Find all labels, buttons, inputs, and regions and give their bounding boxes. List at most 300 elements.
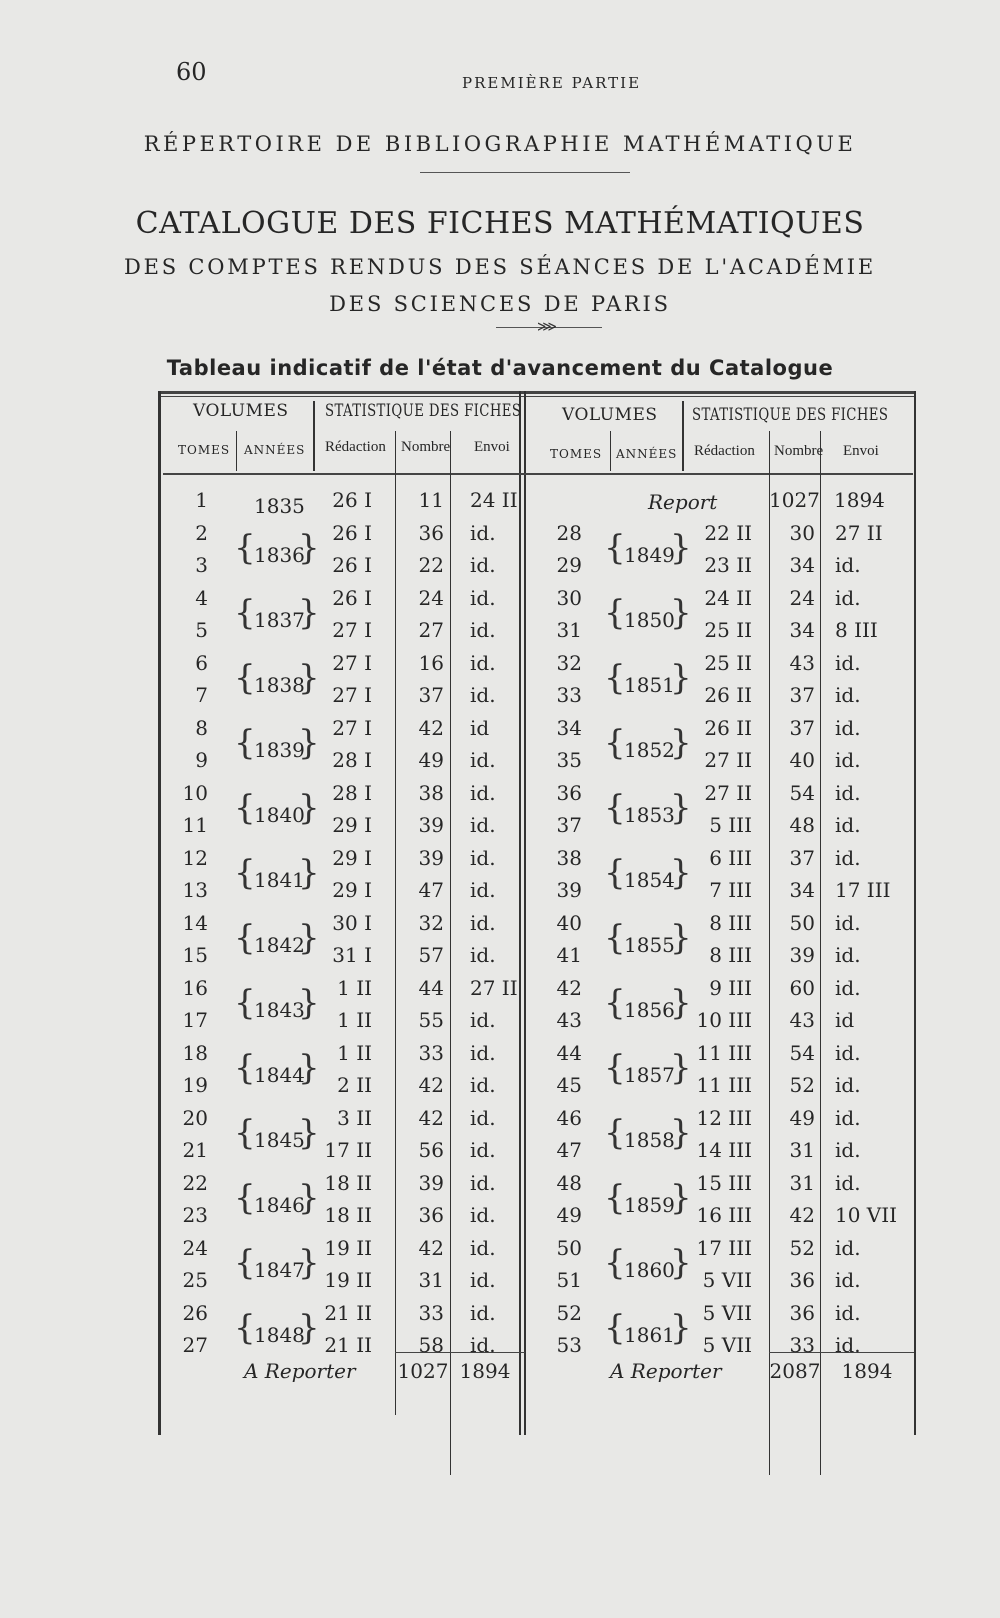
brace-right-icon: }	[670, 852, 692, 893]
header-annees-right: ANNÉES	[616, 447, 678, 461]
tome-cell: 27	[182, 1333, 208, 1357]
redaction-cell: 14 III	[696, 1138, 752, 1162]
envoi-cell: id.	[470, 1105, 496, 1130]
envoi-cell: id.	[470, 1073, 496, 1097]
tome-cell: 30	[556, 585, 582, 610]
header-volumes-left: VOLUMES	[193, 401, 289, 421]
tome-cell: 1	[195, 488, 208, 512]
redaction-cell: 26 I	[332, 553, 372, 577]
footer-label-left: A Reporter	[244, 1359, 356, 1383]
brace-right-icon: }	[298, 657, 320, 698]
brace-left-icon: {	[234, 1112, 256, 1153]
envoi-cell: id.	[470, 1040, 496, 1065]
redaction-cell: 28 I	[332, 748, 372, 772]
redaction-cell: 26 I	[332, 520, 372, 545]
tome-cell: 24	[182, 1235, 208, 1260]
envoi-cell: id.	[470, 878, 496, 902]
nombre-cell: 34	[789, 878, 815, 902]
nombre-cell: 42	[418, 1105, 444, 1130]
year-cell: 1848	[254, 1323, 305, 1347]
redaction-cell: 5 VII	[702, 1333, 752, 1357]
tome-cell: 29	[556, 553, 582, 577]
tome-cell: 20	[182, 1105, 208, 1130]
brace-right-icon: }	[670, 1177, 692, 1218]
tome-cell: 32	[556, 650, 582, 675]
brace-left-icon: {	[234, 722, 256, 763]
brace-right-icon: }	[670, 1047, 692, 1088]
nombre-cell: 43	[789, 1008, 815, 1032]
footer-envoi-right: 1894	[841, 1359, 893, 1383]
nombre-cell: 32	[418, 910, 444, 935]
page-number: 60	[176, 58, 207, 86]
nombre-cell: 56	[418, 1138, 444, 1162]
envoi-cell: id.	[835, 1105, 861, 1130]
envoi-cell: id.	[470, 748, 496, 772]
redaction-cell: 28 I	[332, 780, 372, 805]
envoi-cell: id.	[835, 748, 861, 772]
redaction-cell: 29 I	[332, 813, 372, 837]
tome-cell: 5	[195, 618, 208, 642]
tome-cell: 25	[182, 1268, 208, 1292]
brace-right-icon: }	[298, 1307, 320, 1348]
header-tomes-left: TOMES	[178, 443, 231, 457]
year-cell: 1849	[624, 543, 675, 567]
envoi-cell: id.	[470, 650, 496, 675]
redaction-cell: 26 II	[704, 715, 752, 740]
redaction-cell: 15 III	[696, 1170, 752, 1195]
year-cell: 1840	[254, 803, 305, 827]
nombre-cell: 31	[418, 1268, 444, 1292]
envoi-cell: id.	[470, 553, 496, 577]
nombre-cell: 40	[789, 748, 815, 772]
running-head: PREMIÈRE PARTIE	[462, 74, 642, 92]
header-bottom-rule	[163, 473, 913, 475]
envoi-cell: id.	[470, 585, 496, 610]
envoi-cell: id.	[835, 845, 861, 870]
tome-cell: 37	[556, 813, 582, 837]
brace-left-icon: {	[234, 1047, 256, 1088]
redaction-cell: 8 III	[709, 943, 752, 967]
year-cell: 1837	[254, 608, 305, 632]
redaction-cell: 6 III	[709, 845, 752, 870]
header-nombre-right: Nombre	[774, 443, 824, 459]
envoi-cell: 24 II	[470, 488, 518, 512]
statistics-table	[158, 391, 916, 1435]
nombre-cell: 22	[418, 553, 444, 577]
year-cell: 1835	[254, 494, 305, 519]
table-title: Tableau indicatif de l'état d'avancement du Catalogue	[166, 356, 834, 380]
redaction-cell: 12 III	[696, 1105, 752, 1130]
redaction-cell: 29 I	[332, 878, 372, 902]
header-envoi-right: Envoi	[843, 443, 879, 459]
tome-cell: 10	[182, 780, 208, 805]
redaction-cell: 26 II	[704, 683, 752, 707]
nombre-cell: 34	[789, 618, 815, 642]
brace-left-icon: {	[604, 1047, 626, 1088]
envoi-cell: id	[835, 1008, 855, 1032]
redaction-cell: 25 II	[704, 650, 752, 675]
redaction-cell: 1 II	[337, 1008, 372, 1032]
brace-left-icon: {	[234, 592, 256, 633]
nombre-cell: 54	[789, 780, 815, 805]
envoi-cell: id.	[470, 1333, 496, 1357]
redaction-cell: 7 III	[709, 878, 752, 902]
brace-right-icon: }	[298, 722, 320, 763]
envoi-cell: id.	[835, 715, 861, 740]
ornament-icon: ⋙	[537, 319, 557, 335]
header-tomes-right: TOMES	[550, 447, 603, 461]
redaction-cell: 18 II	[324, 1170, 372, 1195]
envoi-cell: id.	[470, 520, 496, 545]
redaction-cell: 8 III	[709, 910, 752, 935]
redaction-cell: 17 III	[696, 1235, 752, 1260]
brace-left-icon: {	[234, 1307, 256, 1348]
envoi-cell: 10 VII	[835, 1203, 898, 1227]
year-cell: 1850	[624, 608, 675, 632]
redaction-cell: 10 III	[696, 1008, 752, 1032]
envoi-cell: 8 III	[835, 618, 878, 642]
nombre-cell: 37	[789, 845, 815, 870]
nombre-cell: 30	[789, 520, 815, 545]
brace-right-icon: }	[670, 917, 692, 958]
tome-cell: 8	[195, 715, 208, 740]
brace-right-icon: }	[670, 527, 692, 568]
tome-cell: 12	[182, 845, 208, 870]
brace-left-icon: {	[604, 1177, 626, 1218]
header-redaction-right: Rédaction	[694, 443, 755, 459]
header-statistique-left: STATISTIQUE DES FICHES	[325, 401, 522, 421]
table-center-divider-2	[524, 391, 526, 1435]
tome-cell: 43	[556, 1008, 582, 1032]
divider-volumes-stat-right	[682, 401, 684, 471]
brace-left-icon: {	[604, 527, 626, 568]
table-top-border-inner	[158, 396, 916, 397]
report-envoi-right: 1894	[834, 488, 885, 512]
envoi-cell: id.	[835, 1333, 861, 1357]
envoi-cell: id.	[835, 910, 861, 935]
year-cell: 1851	[624, 673, 675, 697]
envoi-cell: id.	[835, 975, 861, 1000]
header-nombre-left: Nombre	[401, 439, 451, 455]
envoi-cell: id.	[470, 1203, 496, 1227]
nombre-cell: 37	[789, 715, 815, 740]
tome-cell: 44	[556, 1040, 582, 1065]
nombre-cell: 24	[789, 585, 815, 610]
tome-cell: 45	[556, 1073, 582, 1097]
tome-cell: 18	[182, 1040, 208, 1065]
tome-cell: 39	[556, 878, 582, 902]
envoi-cell: id.	[470, 813, 496, 837]
envoi-cell: id.	[470, 1008, 496, 1032]
year-cell: 1839	[254, 738, 305, 762]
envoi-cell: id.	[470, 1268, 496, 1292]
redaction-cell: 22 II	[704, 520, 752, 545]
brace-right-icon: }	[298, 527, 320, 568]
brace-left-icon: {	[234, 1177, 256, 1218]
brace-left-icon: {	[234, 1242, 256, 1283]
year-cell: 1858	[624, 1128, 675, 1152]
heading-sciences: DES SCIENCES DE PARIS	[329, 292, 671, 316]
table-center-divider	[519, 391, 521, 1435]
tome-cell: 46	[556, 1105, 582, 1130]
redaction-cell: 5 III	[709, 813, 752, 837]
brace-right-icon: }	[670, 1242, 692, 1283]
redaction-cell: 26 I	[332, 488, 372, 512]
brace-right-icon: }	[298, 787, 320, 828]
envoi-cell: id.	[835, 1170, 861, 1195]
tome-cell: 19	[182, 1073, 208, 1097]
nombre-cell: 33	[418, 1300, 444, 1325]
tome-cell: 50	[556, 1235, 582, 1260]
tome-cell: 26	[182, 1300, 208, 1325]
redaction-cell: 19 II	[324, 1268, 372, 1292]
tome-cell: 53	[556, 1333, 582, 1357]
tome-cell: 40	[556, 910, 582, 935]
nombre-cell: 16	[418, 650, 444, 675]
heading-comptes-rendus: DES COMPTES RENDUS DES SÉANCES DE L'ACADÉMIE	[123, 255, 877, 279]
tome-cell: 41	[556, 943, 582, 967]
envoi-cell: id.	[835, 1073, 861, 1097]
nombre-cell: 47	[418, 878, 444, 902]
redaction-cell: 1 II	[337, 1040, 372, 1065]
nombre-cell: 42	[418, 1235, 444, 1260]
year-cell: 1836	[254, 543, 305, 567]
tome-cell: 52	[556, 1300, 582, 1325]
table-top-border	[158, 391, 916, 394]
year-cell: 1844	[254, 1063, 305, 1087]
envoi-cell: id.	[470, 845, 496, 870]
brace-left-icon: {	[604, 1242, 626, 1283]
tome-cell: 13	[182, 878, 208, 902]
brace-right-icon: }	[298, 917, 320, 958]
tome-cell: 48	[556, 1170, 582, 1195]
tome-cell: 9	[195, 748, 208, 772]
redaction-cell: 5 VII	[702, 1300, 752, 1325]
redaction-cell: 23 II	[704, 553, 752, 577]
brace-left-icon: {	[604, 982, 626, 1023]
redaction-cell: 29 I	[332, 845, 372, 870]
redaction-cell: 27 II	[704, 748, 752, 772]
nombre-cell: 33	[418, 1040, 444, 1065]
tome-cell: 7	[195, 683, 208, 707]
header-statistique-right: STATISTIQUE DES FICHES	[692, 405, 889, 425]
envoi-cell: 27 II	[835, 520, 883, 545]
year-cell: 1852	[624, 738, 675, 762]
footer-nombre-left: 1027	[397, 1359, 449, 1383]
nombre-cell: 11	[418, 488, 444, 512]
brace-left-icon: {	[604, 787, 626, 828]
year-cell: 1847	[254, 1258, 305, 1282]
envoi-cell: id.	[470, 618, 496, 642]
nombre-cell: 36	[789, 1268, 815, 1292]
nombre-cell: 37	[418, 683, 444, 707]
redaction-cell: 1 II	[337, 975, 372, 1000]
nombre-cell: 55	[418, 1008, 444, 1032]
redaction-cell: 24 II	[704, 585, 752, 610]
envoi-cell: id.	[835, 780, 861, 805]
nombre-cell: 42	[418, 715, 444, 740]
tome-cell: 28	[556, 520, 582, 545]
nombre-cell: 49	[418, 748, 444, 772]
report-nombre-right: 1027	[769, 488, 820, 512]
tome-cell: 17	[182, 1008, 208, 1032]
brace-right-icon: }	[670, 722, 692, 763]
nombre-cell: 39	[418, 845, 444, 870]
brace-left-icon: {	[604, 917, 626, 958]
brace-left-icon: {	[234, 982, 256, 1023]
redaction-cell: 27 I	[332, 650, 372, 675]
brace-left-icon: {	[234, 917, 256, 958]
divider-redaction-nombre-left	[395, 431, 396, 1415]
nombre-cell: 39	[418, 813, 444, 837]
header-envoi-left: Envoi	[474, 439, 510, 455]
envoi-cell: id.	[470, 1300, 496, 1325]
year-cell: 1843	[254, 998, 305, 1022]
nombre-cell: 37	[789, 683, 815, 707]
tome-cell: 34	[556, 715, 582, 740]
year-cell: 1855	[624, 933, 675, 957]
redaction-cell: 21 II	[324, 1333, 372, 1357]
year-cell: 1846	[254, 1193, 305, 1217]
nombre-cell: 39	[418, 1170, 444, 1195]
brace-right-icon: }	[298, 1177, 320, 1218]
tome-cell: 36	[556, 780, 582, 805]
nombre-cell: 42	[418, 1073, 444, 1097]
brace-left-icon: {	[604, 1112, 626, 1153]
envoi-cell: id.	[835, 1040, 861, 1065]
nombre-cell: 33	[789, 1333, 815, 1357]
year-cell: 1856	[624, 998, 675, 1022]
brace-right-icon: }	[298, 592, 320, 633]
tome-cell: 6	[195, 650, 208, 675]
redaction-cell: 25 II	[704, 618, 752, 642]
nombre-cell: 36	[418, 520, 444, 545]
tome-cell: 38	[556, 845, 582, 870]
year-cell: 1861	[624, 1323, 675, 1347]
nombre-cell: 31	[789, 1170, 815, 1195]
redaction-cell: 30 I	[332, 910, 372, 935]
tome-cell: 22	[182, 1170, 208, 1195]
heading-rule	[420, 172, 630, 173]
tome-cell: 49	[556, 1203, 582, 1227]
envoi-cell: id.	[835, 1268, 861, 1292]
brace-right-icon: }	[298, 1047, 320, 1088]
nombre-cell: 49	[789, 1105, 815, 1130]
brace-right-icon: }	[298, 982, 320, 1023]
tome-cell: 35	[556, 748, 582, 772]
tome-cell: 14	[182, 910, 208, 935]
brace-left-icon: {	[234, 527, 256, 568]
envoi-cell: 17 III	[835, 878, 891, 902]
nombre-cell: 36	[418, 1203, 444, 1227]
brace-left-icon: {	[234, 787, 256, 828]
brace-left-icon: {	[604, 657, 626, 698]
tome-cell: 51	[556, 1268, 582, 1292]
redaction-cell: 3 II	[337, 1105, 372, 1130]
nombre-cell: 50	[789, 910, 815, 935]
nombre-cell: 57	[418, 943, 444, 967]
footer-label-right: A Reporter	[610, 1359, 722, 1383]
brace-right-icon: }	[670, 1112, 692, 1153]
divider-tomes-annees-right	[610, 431, 611, 471]
report-label-right: Report	[648, 490, 718, 514]
nombre-cell: 44	[418, 975, 444, 1000]
header-volumes-right: VOLUMES	[562, 405, 658, 425]
nombre-cell: 42	[789, 1203, 815, 1227]
year-cell: 1845	[254, 1128, 305, 1152]
tome-cell: 15	[182, 943, 208, 967]
tome-cell: 42	[556, 975, 582, 1000]
envoi-cell: id.	[835, 683, 861, 707]
nombre-cell: 58	[418, 1333, 444, 1357]
redaction-cell: 26 I	[332, 585, 372, 610]
divider-tomes-annees-left	[236, 431, 237, 471]
nombre-cell: 34	[789, 553, 815, 577]
year-cell: 1859	[624, 1193, 675, 1217]
redaction-cell: 5 VII	[702, 1268, 752, 1292]
brace-left-icon: {	[604, 852, 626, 893]
redaction-cell: 16 III	[696, 1203, 752, 1227]
envoi-cell: id.	[835, 650, 861, 675]
year-cell: 1854	[624, 868, 675, 892]
envoi-cell: id.	[835, 553, 861, 577]
envoi-cell: id.	[470, 910, 496, 935]
tome-cell: 16	[182, 975, 208, 1000]
nombre-cell: 39	[789, 943, 815, 967]
envoi-cell: id.	[835, 813, 861, 837]
envoi-cell: 27 II	[470, 975, 518, 1000]
brace-right-icon: }	[670, 1307, 692, 1348]
envoi-cell: id.	[835, 1138, 861, 1162]
header-annees-left: ANNÉES	[244, 443, 306, 457]
brace-right-icon: }	[670, 657, 692, 698]
redaction-cell: 27 II	[704, 780, 752, 805]
redaction-cell: 9 III	[709, 975, 752, 1000]
year-cell: 1838	[254, 673, 305, 697]
brace-right-icon: }	[298, 1242, 320, 1283]
brace-left-icon: {	[604, 722, 626, 763]
year-cell: 1860	[624, 1258, 675, 1282]
redaction-cell: 27 I	[332, 618, 372, 642]
tome-cell: 4	[195, 585, 208, 610]
envoi-cell: id.	[835, 585, 861, 610]
nombre-cell: 38	[418, 780, 444, 805]
envoi-cell: id.	[470, 1138, 496, 1162]
tome-cell: 31	[556, 618, 582, 642]
redaction-cell: 11 III	[696, 1073, 752, 1097]
redaction-cell: 19 II	[324, 1235, 372, 1260]
redaction-cell: 27 I	[332, 683, 372, 707]
redaction-cell: 17 II	[324, 1138, 372, 1162]
brace-right-icon: }	[298, 852, 320, 893]
nombre-cell: 31	[789, 1138, 815, 1162]
heading-repertoire: RÉPERTOIRE DE BIBLIOGRAPHIE MATHÉMATIQUE	[143, 132, 857, 156]
nombre-cell: 52	[789, 1235, 815, 1260]
year-cell: 1857	[624, 1063, 675, 1087]
redaction-cell: 31 I	[332, 943, 372, 967]
envoi-cell: id.	[470, 683, 496, 707]
brace-right-icon: }	[670, 787, 692, 828]
header-redaction-left: Rédaction	[325, 439, 386, 455]
year-cell: 1853	[624, 803, 675, 827]
footer-envoi-left: 1894	[459, 1359, 511, 1383]
envoi-cell: id.	[835, 943, 861, 967]
year-cell: 1842	[254, 933, 305, 957]
redaction-cell: 27 I	[332, 715, 372, 740]
footer-nombre-right: 2087	[769, 1359, 821, 1383]
nombre-cell: 36	[789, 1300, 815, 1325]
tome-cell: 47	[556, 1138, 582, 1162]
